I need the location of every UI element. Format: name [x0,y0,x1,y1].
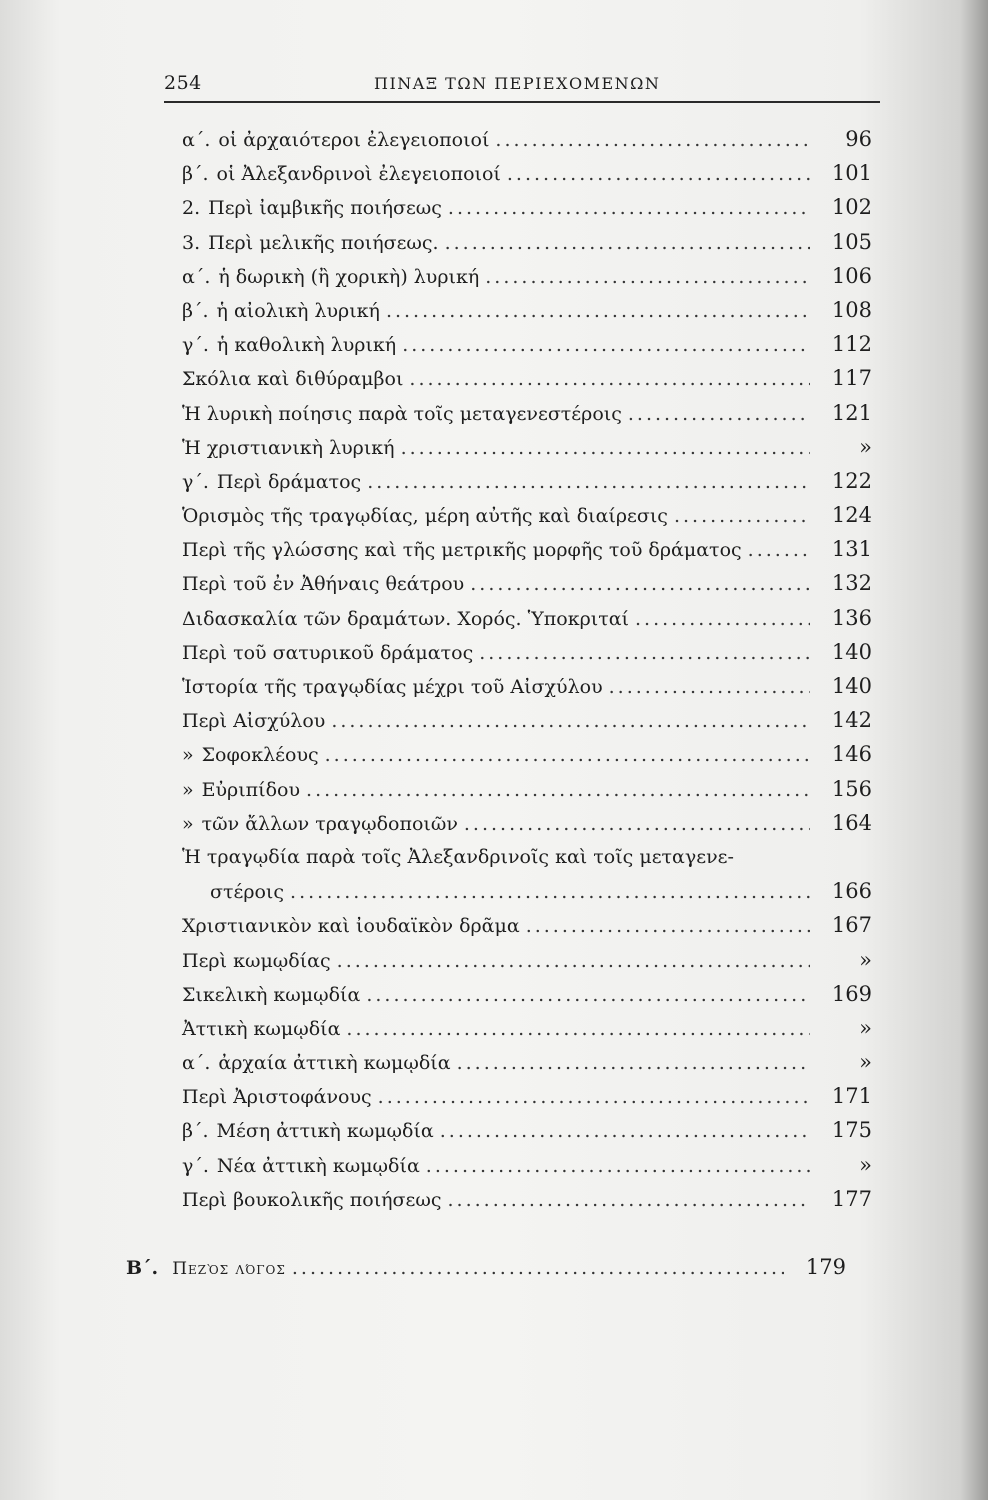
entry-page: 140 [831,639,872,664]
entry-title: Περὶ κωμῳδίας [182,949,331,972]
entry-page: 124 [831,503,872,528]
dot-leader [479,636,810,670]
toc-entry [182,259,872,293]
entry-page: 140 [831,674,872,698]
entry-page: 108 [831,297,872,322]
entry-title: Περὶ τῆς γλώσσης καὶ τῆς μετρικῆς μορφῆς τοῦ δράματος [182,539,742,562]
entry-number: β΄. [182,299,209,322]
toc-entry [182,737,872,771]
entry-title: Ἱστορία τῆς τραγῳδίας μέχρι τοῦ Αἰσχύλου [182,676,603,698]
entry-page: 164 [831,810,872,835]
toc-entry [182,464,872,498]
entry-title: στέροις [210,881,285,904]
dot-leader [409,362,810,396]
section-b-entry [126,1250,876,1284]
dot-leader [526,909,810,943]
dot-leader [748,533,810,567]
toc-entry [182,361,872,395]
dot-leader [367,465,810,499]
dot-leader [464,807,810,841]
entry-title: Ἡ τραγῳδία παρὰ τοῖς Ἀλεξανδρινοῖς καὶ τοῖς μεταγενε- [182,845,734,868]
toc-entry [182,327,872,361]
entry-title: ἀρχαία ἀττικὴ κωμῳδία [218,1052,451,1075]
entry-title: Περὶ τοῦ ἐν Ἀθήναις θεάτρου [182,573,465,596]
table-of-contents [182,122,872,1216]
toc-entry [182,498,872,532]
entry-title: οἱ ἀρχαιότεροι ἐλεγειοποιοί [218,129,490,151]
entry-title: Σοφοκλέους [201,744,319,767]
entry-title: Χριστιανικὸν καὶ ἰουδαϊκὸν δρᾶμα [182,915,520,938]
entry-title: ἡ δωρικὴ (ἢ χορικὴ) λυρική [218,265,480,288]
page-header [164,72,880,102]
page-number: 254 [164,72,202,94]
entry-page: 167 [831,913,872,938]
entry-title: Σκόλια καὶ διθύραμβοι [182,368,404,391]
dot-leader [402,328,810,362]
entry-page: 122 [831,468,872,493]
entry-page: 101 [831,161,872,186]
toc-entry [182,1182,872,1216]
toc-entry [182,635,872,669]
dot-leader [628,397,810,431]
dot-leader [674,499,810,533]
dot-leader [346,1012,810,1046]
dot-leader [366,978,810,1012]
entry-number: 2. [182,197,201,220]
toc-entry [182,532,872,566]
toc-entry [182,943,872,977]
entry-title: Περὶ δράματος [216,470,362,493]
entry-page: 105 [831,229,872,254]
dot-leader [609,670,810,704]
dot-leader [470,567,810,601]
toc-entry [182,772,872,806]
entry-page: » [859,1152,872,1177]
entry-page: » [859,1050,872,1075]
dot-leader [448,191,810,225]
toc-entry [182,908,872,942]
dot-leader [426,1149,810,1183]
entry-number: » [182,744,194,767]
toc-entry [182,430,872,464]
running-title: ΠΙΝΑΞ ΤΩΝ ΠΕΡΙΕΧΟΜΕΝΩΝ [374,74,661,93]
toc-entry [182,1113,872,1147]
toc-entry [182,874,872,908]
entry-title: Εὐριπίδου [201,778,301,801]
toc-entry [182,396,872,430]
dot-leader [386,294,810,328]
section-b-number: Β΄. [126,1257,159,1279]
toc-entry [182,977,872,1011]
entry-page: » [859,1015,872,1040]
entry-page: » [859,434,872,459]
entry-page: 131 [831,537,872,562]
entry-title: Περὶ ἰαμβικῆς ποιήσεως [208,197,442,220]
toc-entry [182,122,872,156]
dot-leader [378,1080,810,1114]
toc-entry [182,1079,872,1113]
dot-leader [448,1183,811,1217]
dot-leader [331,704,810,738]
entry-page: 136 [831,605,872,630]
toc-entry [182,601,872,635]
entry-title: Ἀττικὴ κωμῳδία [182,1017,341,1040]
entry-title: Περὶ Ἀριστοφάνους [182,1086,372,1109]
toc-entry [182,669,872,703]
entry-number: 3. [182,231,201,254]
toc-entry [182,806,872,840]
entry-title: Περὶ Αἰσχύλου [182,710,326,733]
entry-page: 96 [845,127,872,151]
dot-leader [401,431,810,465]
entry-page: 142 [831,708,872,733]
entry-title: τῶν ἄλλων τραγῳδοποιῶν [201,812,458,835]
entry-title: Ἡ λυρικὴ ποίησις παρὰ τοῖς μεταγενεστέροις [182,402,622,425]
dot-leader [290,875,810,909]
toc-entry [182,293,872,327]
dot-leader [457,1046,810,1080]
entry-title: ἡ αἰολικὴ λυρική [216,299,380,322]
entry-number: α΄. [182,129,211,151]
entry-title: Περὶ βουκολικῆς ποιήσεως [182,1188,442,1211]
entry-page: 132 [831,571,872,596]
header-rule [164,101,880,103]
entry-title: Ὁρισμὸς τῆς τραγῳδίας, μέρη αὐτῆς καὶ διαίρεσις [182,505,668,528]
toc-entry [182,703,872,737]
entry-number: γ΄. [182,1154,209,1177]
entry-number: β΄. [182,1120,209,1143]
entry-page: 121 [831,400,872,425]
section-b-title: Πεζὸς λόγος [172,1259,286,1279]
entry-page: 146 [831,742,872,767]
toc-entry [182,840,872,874]
entry-page: 166 [831,879,872,904]
dot-leader [337,944,810,978]
dot-leader [306,773,810,807]
entry-title: Περὶ μελικῆς ποιήσεως. [208,231,439,254]
dot-leader [292,1251,784,1285]
toc-entry [182,156,872,190]
entry-title: ἡ καθολικὴ λυρική [216,334,397,357]
dot-leader [325,738,810,772]
entry-page: 169 [831,981,872,1006]
toc-entry [182,225,872,259]
toc-entry [182,1011,872,1045]
entry-page: 177 [831,1186,872,1211]
entry-title: Περὶ τοῦ σατυρικοῦ δράματος [182,641,474,664]
entry-number: » [182,778,194,801]
dot-leader [440,1114,810,1148]
entry-page: 102 [831,195,872,220]
dot-leader [507,157,810,191]
entry-page: 175 [831,1118,872,1143]
entry-title: Διδασκαλία τῶν δραμάτων. Χορός. Ὑποκριταί [182,607,629,630]
toc-entry [182,1148,872,1182]
dot-leader [495,123,810,157]
dot-leader [445,226,810,260]
entry-number: α΄. [182,265,211,288]
entry-number: α΄. [182,1052,211,1075]
entry-title: Ἡ χριστιανικὴ λυρική [182,436,395,459]
entry-title: Σικελικὴ κωμῳδία [182,983,361,1006]
entry-number: β΄. [182,163,209,186]
entry-page: 112 [831,332,872,357]
entry-number: » [182,812,194,835]
dot-leader [635,602,810,636]
toc-entry [182,1045,872,1079]
entry-title: Μέση ἀττικὴ κωμῳδία [216,1120,434,1143]
entry-page: 117 [831,366,872,391]
entry-title: οἱ Ἀλεξανδρινοὶ ἐλεγειοποιοί [216,163,501,186]
entry-title: Νέα ἀττικὴ κωμῳδία [216,1154,420,1177]
entry-number: γ΄. [182,470,209,493]
entry-page: 106 [831,263,872,288]
entry-page: 156 [831,776,872,801]
entry-number: γ΄. [182,334,209,357]
toc-entry [182,566,872,600]
dot-leader [485,260,810,294]
section-b-page: 179 [805,1255,846,1279]
toc-entry [182,190,872,224]
entry-page: » [859,947,872,972]
entry-page: 171 [831,1084,872,1109]
